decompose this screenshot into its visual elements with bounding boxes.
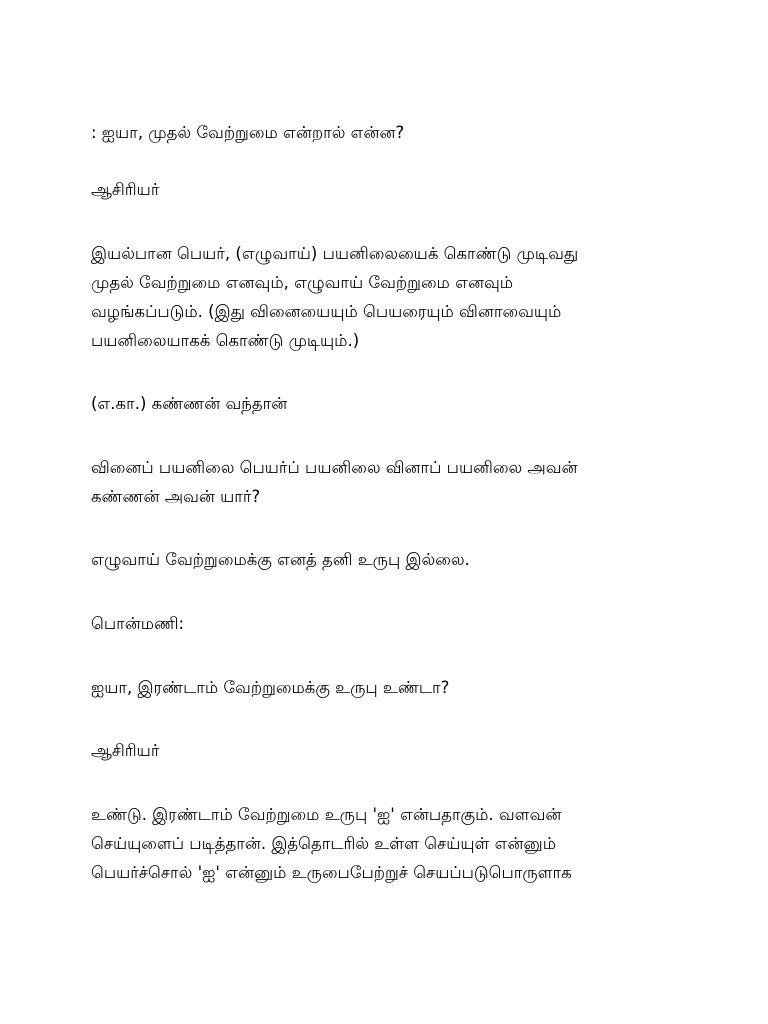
text-line: எழுவாய் வேற்றுமைக்கு எனத் தனி உருபு இல்லை. (91, 550, 470, 569)
text-line: வினைப் பயனிலை பெயர்ப் பயனிலை வினாப் பயனிலை அவன் (91, 458, 578, 477)
text-line: பெயர்ச்சொல் 'ஐ' என்னும் உருபைபேற்றுச் செயப்படுபொருளாக (91, 863, 572, 882)
text-line: ஆசிரியர் (91, 180, 160, 199)
text-line: ஆசிரியர் (91, 741, 160, 760)
speaker-label (91, 609, 681, 638)
text-line: பொன்மணி: (91, 614, 185, 633)
speaker-label (91, 736, 681, 765)
text-line: : ஐயா, முதல் வேற்றுமை என்றால் என்ன? (91, 123, 405, 142)
speaker-label (91, 175, 681, 204)
text-line: (எ.கா.) கண்ணன் வந்தான் (91, 394, 288, 413)
question-2 (91, 673, 681, 702)
question-1 (91, 118, 681, 147)
answer-1 (91, 239, 681, 355)
text-line: செய்யுளைப் படித்தான். இத்தொடரில் உள்ள செய்யுள் என்னும் (91, 834, 556, 853)
text-line: கண்ணன் அவன் யார்? (91, 487, 261, 506)
example-2 (91, 453, 681, 511)
text-line: உண்டு. இரண்டாம் வேற்றுமை உருபு 'ஐ' என்பதாகும். வளவன் (91, 805, 562, 824)
note-1 (91, 545, 681, 574)
text-line: முதல் வேற்றுமை எனவும், எழுவாய் வேற்றுமை எனவும் (91, 273, 514, 292)
example-1 (91, 389, 681, 418)
text-line: பயனிலையாகக் கொண்டு முடியும்.) (91, 331, 360, 350)
text-line: இயல்பான பெயர், (எழுவாய்) பயனிலையைக் கொண்டு முடிவது (91, 244, 579, 263)
text-line: வழங்கப்படும். (இது வினையையும் பெயரையும் வினாவையும் (91, 302, 562, 321)
text-line: ஐயா, இரண்டாம் வேற்றுமைக்கு உருபு உண்டா? (91, 678, 450, 697)
answer-2 (91, 800, 681, 887)
document-page (91, 118, 681, 887)
